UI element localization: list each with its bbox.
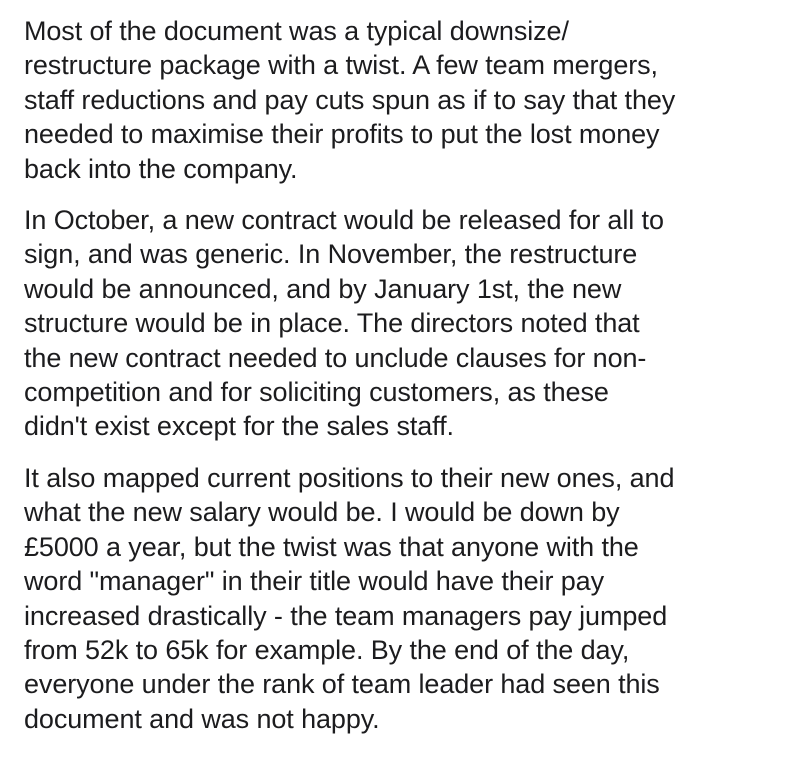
text-line: increased drastically - the team managers pay jumped xyxy=(24,600,668,631)
text-line: It also mapped current positions to their new ones, and xyxy=(24,462,675,493)
text-line: competition and for soliciting customers, as these xyxy=(24,377,609,408)
text-line: staff reductions and pay cuts spun as if to say that they xyxy=(24,84,676,115)
text-line: Most of the document was a typical downsize/ xyxy=(24,16,569,46)
text-line: back into the company. xyxy=(24,153,298,184)
text-line: what the new salary would be. I would be down by xyxy=(24,497,620,528)
text-line: didn't exist except for the sales staff. xyxy=(24,411,454,442)
text-line: the new contract needed to unclude clauses for non- xyxy=(24,342,647,373)
paragraph-1 xyxy=(24,14,780,186)
text-line: In October, a new contract would be released for all to xyxy=(24,205,664,236)
text-line: restructure package with a twist. A few team mergers, xyxy=(24,50,658,81)
paragraph-3 xyxy=(24,461,780,736)
text-line: from 52k to 65k for example. By the end of the day, xyxy=(24,634,630,665)
text-line: would be announced, and by January 1st, the new xyxy=(24,273,622,304)
text-line: word "manager" in their title would have their pay xyxy=(24,566,604,597)
paragraph-2 xyxy=(24,203,780,444)
text-line: structure would be in place. The directors noted that xyxy=(24,308,640,339)
text-line: everyone under the rank of team leader had seen this xyxy=(24,669,660,700)
text-line: £5000 a year, but the twist was that anyone with the xyxy=(24,531,639,562)
text-line: needed to maximise their profits to put the lost money xyxy=(24,119,660,150)
text-line: sign, and was generic. In November, the restructure xyxy=(24,239,638,270)
text-line: document and was not happy. xyxy=(24,703,380,734)
